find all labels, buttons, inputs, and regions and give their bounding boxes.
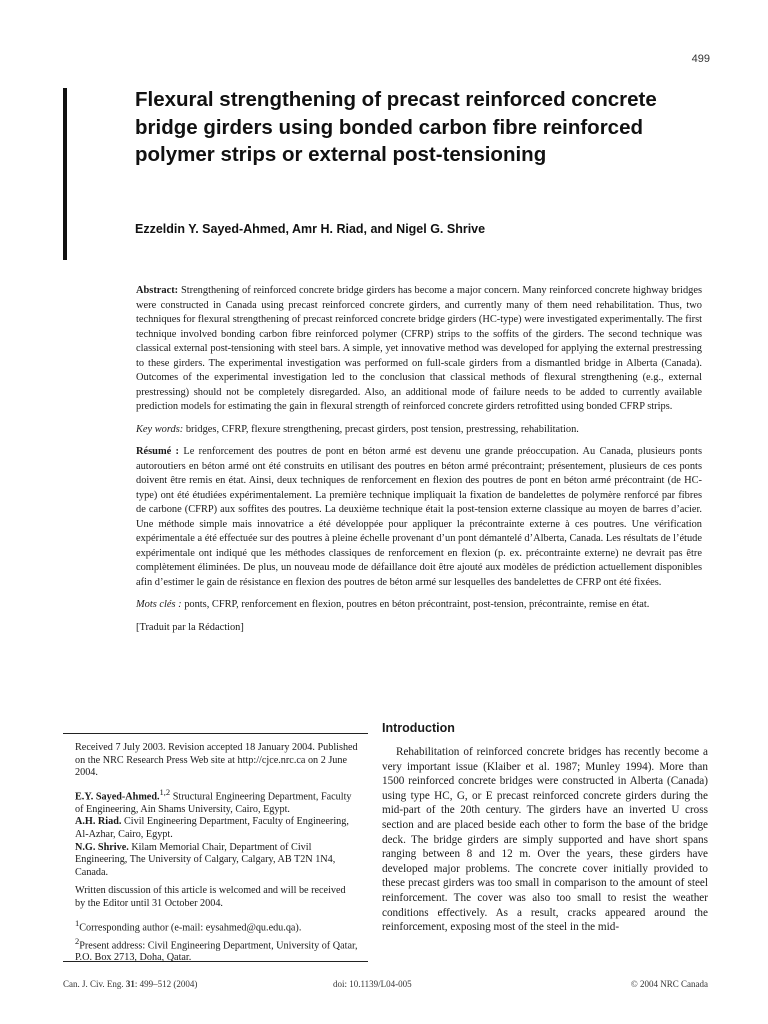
mots-cles-label: Mots clés : — [136, 599, 182, 610]
title-bar — [63, 88, 67, 260]
footnote-1-num: 1 — [75, 917, 80, 928]
received-box — [63, 733, 368, 962]
footer-journal: Can. J. Civ. Eng. — [63, 979, 124, 989]
abstract-block — [136, 284, 702, 643]
footer-volume: 31 — [125, 979, 135, 989]
introduction-heading: Introduction — [382, 721, 455, 735]
author3-name: N.G. Shrive. — [75, 841, 129, 853]
article-title: Flexural strengthening of precast reinforced concrete bridge girders using bonded carbon fibre reinforced polymer strips or external post-tensioning — [135, 88, 657, 166]
received-dates: Received 7 July 2003. Revision accepted 18 January 2004. Published on the NRC Research Press Web site at http://cjce.nrc.ca on 2 June 2004. — [75, 742, 358, 779]
footnote-2-num: 2 — [75, 935, 80, 946]
resume — [136, 445, 702, 590]
authors: Ezzeldin Y. Sayed-Ahmed, Amr H. Riad, and Nigel G. Shrive — [135, 222, 486, 236]
footnote-1-text: Corresponding author (e-mail: eysahmed@qu.edu.qa). — [79, 921, 302, 933]
affiliations — [75, 786, 358, 880]
mots-cles-text: ponts, CFRP, renforcement en flexion, poutres en béton précontraint, post-tension, précontrainte, remise en état. — [184, 599, 650, 610]
abstract-label: Abstract: — [136, 285, 179, 296]
footnote-1 — [75, 917, 358, 935]
author1-affil: Structural Engineering Department, Faculty of Engineering, Ain Shams University, Cairo, Egypt. — [75, 791, 352, 815]
discussion-note: Written discussion of this article is welcomed and will be received by the Editor until 31 October 2004. — [75, 885, 346, 909]
translated-note: [Traduit par la Rédaction] — [136, 621, 244, 633]
author3-affil: Kilam Memorial Chair, Department of Civil Engineering, The University of Calgary, Calgary, AB T2N 1N4, Canada. — [75, 841, 336, 878]
footnote-2 — [75, 935, 358, 966]
resume-text: Le renforcement des poutres de pont en béton armé est devenu une grande préoccupation. Au Canada, plusieurs ponts autoroutiers en béton armé ont été construits en utilisant des poutres en béton armé précontraint; présentement, plusieurs de ces ponts doivent être remis en état. Ainsi, deux techniques de renforcement en flexion des poutres de pont en béton armé précontraint (de HC-type) ont été étudiées expérimentalement. La première technique impliquait la fixation de bandelettes de polymère renforcé par fibres de carbone (CFRP) aux soffites des poutres. La deuxième technique était la post-tension externe classique au moyen de barres d’acier. Une méthode simple mais innovatrice a été développée pour appliquer la précontrainte externe à ces poutres. Une vérification expérimentale a été effectuée sur des poutres à pleine échelle provenant d’un pont démantelé d’Alberta, Canada. Les résultats de l’étude expérimentale ont indiqué que les méthodes classiques de renforcement en flexion (p. ex. précontrainte externe) ne devrait pas être complètement éliminées. De plus, un nouveau mode de défaillance doit être ajouté aux modèles de prédiction actuellement disponibles afin d’estimer le gain de résistance en flexion des poutres de béton armé sur lesquelles des bandelettes de CFRP ont été fixées. — [136, 446, 702, 588]
author1-sup: 1,2 — [159, 786, 171, 797]
keywords-text: bridges, CFRP, flexure strengthening, precast girders, post tension, prestressing, rehabilitation. — [185, 423, 579, 435]
footnote-2-text: Present address: Civil Engineering Department, University of Qatar, P.O. Box 2713, Doha, Qatar. — [75, 939, 358, 964]
footer-pages: : 499–512 (2004) — [134, 979, 198, 989]
mots-cles — [136, 598, 702, 613]
author2-affil: Civil Engineering Department, Faculty of Engineering, Al-Azhar, Cairo, Egypt. — [75, 816, 349, 840]
keywords-label: Key words: — [136, 423, 184, 435]
author1-name: E.Y. Sayed-Ahmed. — [75, 791, 160, 803]
footnotes — [75, 917, 358, 966]
author2-name: A.H. Riad. — [75, 816, 122, 828]
keywords — [136, 423, 702, 438]
introduction-text: Rehabilitation of reinforced concrete bridges has recently become a very important issue (Klaiber et al. 1987; Munley 1994). More than 1500 reinforced concrete bridges were constructed in Alberta (Canada) using type HC, G, or E precast reinforced concrete girders during the mid-part of the 20th century. The girders have an inverted U cross section and are placed beside each other to form the base of the bridge deck. The bridge girders are simply supported and have short spans ranging between 8 and 12 m. Over the years, these girders have developed major problems. The concrete cover initially provided to these precast girders was too small in comparison to the amount of steel reinforcement. The cover was also too small to resist the weather conditions effectively. As a result, cracks appeared around the reinforcement, exposing most of the steel in the mid- — [382, 746, 708, 934]
page-number: 499 — [691, 53, 710, 65]
footer-copyright: © 2004 NRC Canada — [630, 979, 708, 989]
footer-citation — [63, 979, 197, 989]
footer-doi: doi: 10.1139/L04-005 — [333, 979, 412, 989]
abstract — [136, 284, 702, 415]
abstract-text: Strengthening of reinforced concrete bridge girders has become a major concern. Many reinforced concrete highway bridges were constructed in Canada using precast reinforced concrete girders, and currently many of them need rehabilitation. Thus, two techniques for flexural strengthening of precast reinforced concrete bridge girders (HC-type) were investigated experimentally. The first technique involved bonding carbon fibre reinforced polymer (CFRP) strips to the soffits of the girders. The second technique was classical external post-tensioning with steel bars. A simple, yet innovative method was developed for applying the external prestressing to these girders. The experimental investigation was performed on full-scale girders from a dismantled bridge in Alberta (Canada). Outcomes of the experimental investigation led to the conclusion that classical methods of flexural strengthening (e.g., external prestressing) should not be completely disregarded. Also, an additional mode of failure needs to be added to currently available prediction models for estimating the gain in flexural strength of reinforced concrete girders retrofitted using bonded CFRP strips. — [136, 285, 702, 412]
resume-label: Résumé : — [136, 446, 180, 457]
